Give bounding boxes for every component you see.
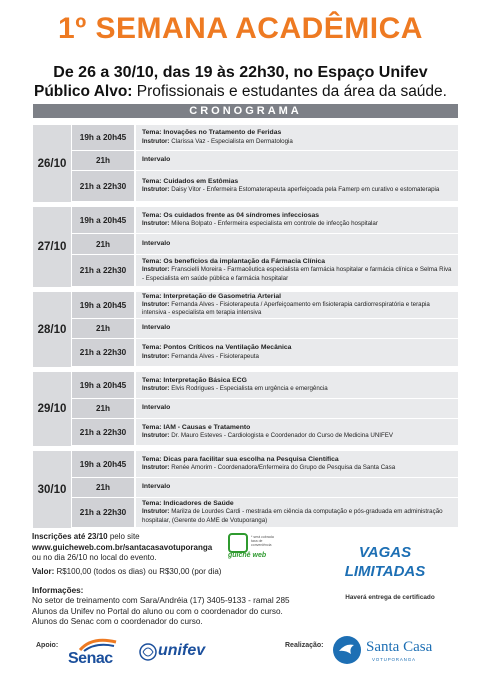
schedule-day [33,204,458,287]
topic-text: Os cuidados frente as 04 síndromes infecciosas [163,211,320,219]
session-instructor [142,432,452,440]
registration-url[interactable]: www.guicheweb.com.br/santacasavotuporanga [32,542,213,552]
unifev-emblem-icon [138,640,158,664]
day-date: 29/10 [33,372,71,446]
schedule-row [72,207,458,234]
realization-label: Realização: [285,642,324,649]
certificate-note: Haverá entrega de certificado [345,594,435,601]
guiche-web-logo [228,533,274,562]
registration-deadline: Inscrições até 23/10 [32,532,108,541]
schedule-row [72,478,458,498]
topic-text: Interpretação de Gasometria Arterial [163,292,282,300]
topic-label: Tema: [142,258,162,266]
schedule-row [72,151,458,171]
session-time: 19h a 20h45 [72,125,134,151]
instructor-text: Elvis Rodrigues - Especialista em urgência e emergência [171,385,328,392]
topic-text: Inovações no Tratamento de Feridas [163,129,282,137]
topic-label: Tema: [142,177,162,185]
session-time: 21h [72,478,134,498]
schedule-row [72,419,458,446]
unifev-wordmark: unifev [158,642,206,659]
session-topic [142,424,452,432]
audience-label: Público Alvo: [34,83,133,100]
topic-label: Tema: [142,292,162,300]
topic-label: Tema: [142,211,162,219]
session-details [134,372,458,399]
session-details [134,451,458,478]
session-instructor [142,353,452,361]
instructor-label: Instrutor: [142,385,170,392]
topic-label: Tema: [142,129,162,137]
topic-text: Indicadores de Saúde [163,500,234,508]
session-topic [142,129,452,137]
schedule-row [72,234,458,255]
instructor-label: Instrutor: [142,464,170,471]
schedule-day [33,369,458,446]
session-time: 21h a 22h30 [72,339,134,367]
instructor-text: Fernanda Alves - Fisioterapeuta / Aperfeiçoamento em fisioterapia cardiorrespiratória e terapia intensiva - especialista em terapia intensiva [142,300,430,317]
session-time: 19h a 20h45 [72,451,134,478]
santa-casa-city: VOTUPORANGA [372,657,416,662]
session-time: 21h a 22h30 [72,255,134,287]
session-instructor [142,266,452,282]
vagas-line1: VAGAS [358,544,412,561]
unifev-logo [138,640,218,670]
session-time: 19h a 20h45 [72,207,134,234]
info-line: No setor de treinamento com Sara/Andréia (17) 3405-9133 - ramal 285 [32,596,290,606]
price-text: R$100,00 (todos os dias) ou R$30,00 (por dia) [54,566,222,576]
day-date: 27/10 [33,207,71,287]
limited-seats-badge [334,540,436,584]
session-instructor [142,464,452,472]
session-details [134,207,458,234]
senac-logo [66,638,124,668]
schedule-day [33,289,458,367]
schedule-row [72,339,458,367]
session-time: 21h [72,399,134,419]
session-topic [142,178,452,186]
session-details [134,498,458,528]
session-details [134,255,458,287]
topic-label: Tema: [142,344,162,352]
session-topic [142,344,452,352]
session-time: 19h a 20h45 [72,372,134,399]
instructor-label: Instrutor: [142,508,170,516]
day-date: 30/10 [33,451,71,528]
audience-text: Profissionais e estudantes da área da saúde. [132,83,447,100]
info-heading: Informações: [32,586,84,595]
break-label: Intervalo [134,399,458,419]
schedule-day [33,122,458,202]
session-details [134,171,458,202]
topic-text: Os benefícios da implantação da Fármacia Clínica [163,258,326,266]
topic-label: Tema: [142,500,162,508]
topic-label: Tema: [142,423,162,431]
session-details [134,339,458,367]
topic-label: Tema: [142,455,162,463]
santa-casa-logo [330,635,450,665]
session-time: 21h a 22h30 [72,498,134,528]
session-time: 21h a 22h30 [72,419,134,446]
target-audience [0,83,481,101]
topic-text: Pontos Críticos na Ventilação Mecânica [163,344,292,352]
guiche-name: guichê web [228,552,267,559]
instructor-text: Renée Amorim - Coordenadora/Enfermeira do Grupo de Pesquisa da Santa Casa [171,464,396,471]
instructor-label: Instrutor: [142,137,170,145]
session-instructor [142,220,452,228]
break-label: Intervalo [134,234,458,255]
session-instructor [142,301,452,317]
instructor-text: Clarissa Vaz - Especialista em Dermatologia [171,137,293,145]
support-label: Apoio: [36,642,59,649]
topic-text: Interpretação Básica ECG [163,376,247,384]
topic-text: Cuidados em Estômias [163,177,239,185]
session-topic [142,258,452,266]
instructor-label: Instrutor: [142,220,170,227]
session-instructor [142,186,452,194]
topic-text: IAM - Causas e Tratamento [163,423,251,431]
instructor-label: Instrutor: [142,300,170,308]
instructor-text: Daisy Vitor - Enfermeira Estomaterapeuta aperfeiçoada pela Famerp em curativo e estomaterapia [171,186,440,193]
registration-onsite: ou no dia 26/10 no local do evento. [32,553,157,562]
schedule-day [33,448,458,528]
schedule-row [72,125,458,151]
session-instructor [142,385,452,393]
dove-icon [332,635,362,665]
session-instructor [142,508,452,524]
session-time: 21h a 22h30 [72,171,134,202]
day-date: 26/10 [33,125,71,202]
schedule-table [33,104,458,528]
senac-wordmark: Senac [68,650,113,667]
schedule-row [72,255,458,287]
guiche-note: * será cobrada taxa de conveniência [251,535,274,547]
break-label: Intervalo [134,319,458,339]
ticket-icon [228,533,248,553]
session-time: 21h [72,234,134,255]
santa-casa-wordmark: Santa Casa [366,639,433,655]
schedule-row [72,292,458,319]
schedule-row [72,451,458,478]
session-details [134,125,458,151]
contact-info [32,586,290,627]
break-label: Intervalo [134,478,458,498]
topic-label: Tema: [142,376,162,384]
instructor-text: Dr. Mauro Esteves - Cardiologista e Coordenador do Curso de Medicina UNIFEV [171,432,394,439]
registration-via: pelo site [107,532,140,541]
day-date: 28/10 [33,292,71,367]
session-time: 21h [72,319,134,339]
session-topic [142,293,452,301]
topic-text: Dicas para facilitar sua escolha na Pesquisa Científica [163,455,339,463]
instructor-text: Marilza de Lourdes Cardi - mestrada em ciência da computação e pós-graduada em administração hospitalar, (Gerente do AME de Votuporanga) [142,508,443,524]
instructor-label: Instrutor: [142,432,170,439]
session-instructor [142,138,452,146]
schedule-heading: CRONOGRAMA [33,104,458,118]
instructor-label: Instrutor: [142,186,170,193]
session-topic [142,500,452,508]
schedule-row [72,372,458,399]
session-topic [142,212,452,220]
session-topic [142,456,452,464]
instructor-label: Instrutor: [142,266,170,274]
break-label: Intervalo [134,151,458,171]
schedule-row [72,399,458,419]
instructor-text: Franscielli Moreira - Farmacêutica especialista em farmácia hospitalar e farmácia clínica e Selma Riva - Especialista em saúde pública e farmácia hospitalar [142,266,452,282]
instructor-text: Fernanda Alves - Fisioterapeuta [171,352,259,360]
event-title: 1º SEMANA ACADÊMICA [58,12,423,45]
schedule-row [72,171,458,202]
session-details [134,419,458,446]
session-details [134,292,458,319]
instructor-text: Milena Bolpato - Enfermeira especialista em controle de infecção hospitalar [171,220,378,227]
info-line: Alunos do Senac com o coordenador do curso. [32,616,203,626]
session-time: 19h a 20h45 [72,292,134,319]
info-line: Alunos da Unifev no Portal do aluno ou com o coordenador do curso. [32,606,283,616]
instructor-label: Instrutor: [142,352,170,360]
price-label: Valor: [32,566,55,576]
vagas-line2: LIMITADAS [344,563,426,580]
schedule-row [72,319,458,339]
session-topic [142,377,452,385]
event-dates: De 26 a 30/10, das 19 às 22h30, no Espaço Unifev [53,64,428,81]
session-time: 21h [72,151,134,171]
schedule-row [72,498,458,528]
